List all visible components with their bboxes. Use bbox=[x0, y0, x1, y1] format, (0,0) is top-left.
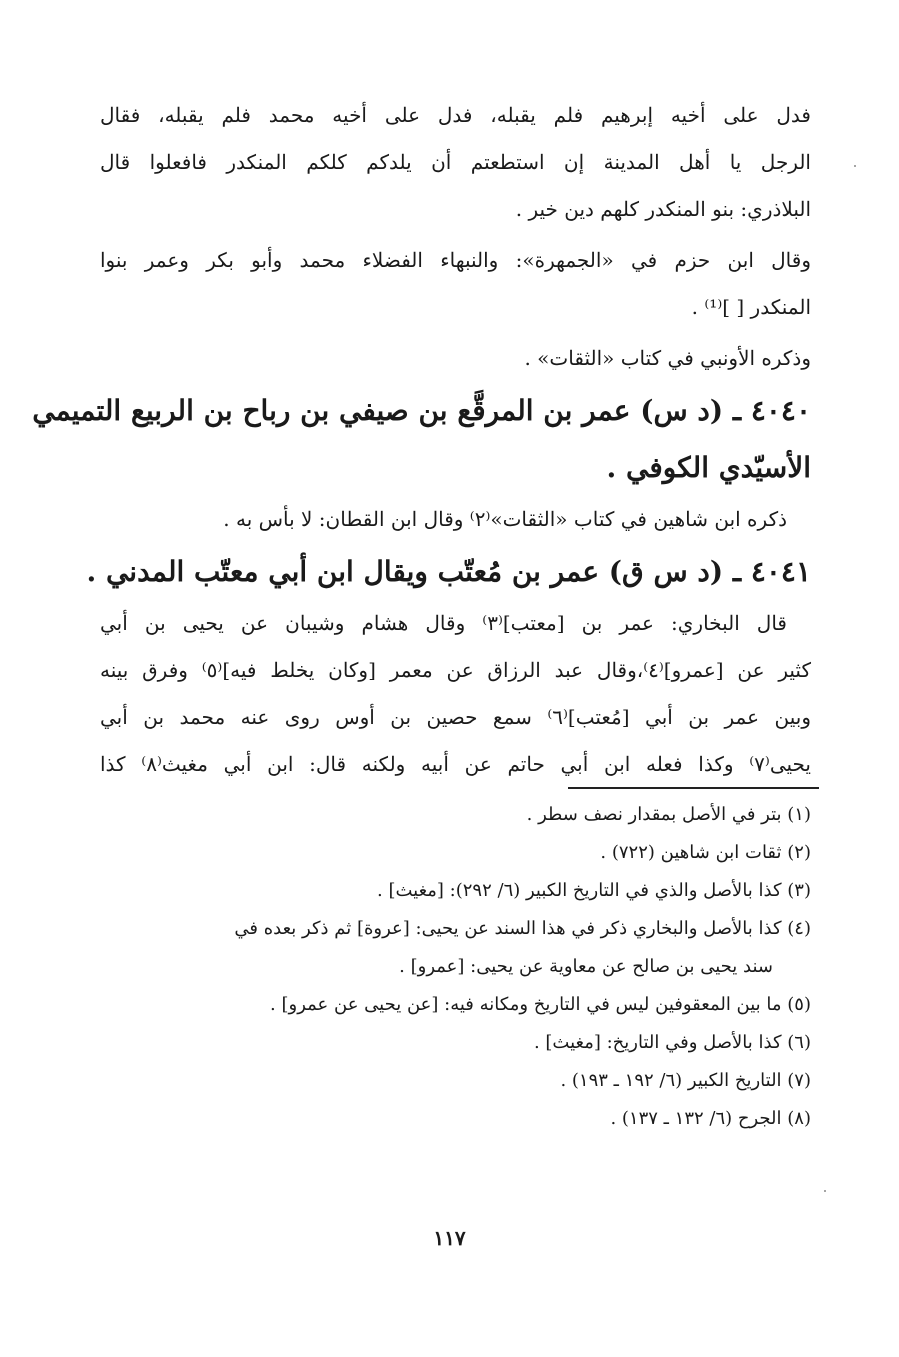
footnote: (٣) كذا بالأصل والذي في التاريخ الكبير (٦/ ٢٩٢): [مغيث] . bbox=[377, 880, 811, 901]
text-line: البلاذري: بنو المنكدر كلهم دين خير . bbox=[515, 197, 811, 221]
footnotes bbox=[110, 796, 811, 1138]
scan-speck bbox=[824, 1190, 826, 1192]
footnote: (٥) ما بين المعقوفين ليس في التاريخ ومكانه فيه: [عن يحيى عن عمرو] . bbox=[270, 994, 811, 1015]
text-line: وذكره الأونبي في كتاب «الثقات» . bbox=[524, 346, 811, 370]
text-line: وبين عمر بن أبي [مُعتب]⁽٦⁾ سمع حصين بن أوس روى عنه محمد بن أبي bbox=[100, 705, 811, 729]
footnote: (٦) كذا بالأصل وفي التاريخ: [مغيث] . bbox=[533, 1032, 811, 1053]
footnote: (٢) ثقات ابن شاهين (٧٢٢) . bbox=[600, 842, 811, 863]
text-line: يحيى⁽٧⁾ وكذا فعله ابن أبي حاتم عن أبيه ولكنه قال: ابن أبي مغيث⁽٨⁾ كذا bbox=[100, 752, 811, 776]
main-text bbox=[32, 92, 811, 788]
text-line: كثير عن [عمرو]⁽٤⁾،وقال عبد الرزاق عن معمر [وكان يخلط فيه]⁽٥⁾ وفرق بينه bbox=[100, 658, 811, 682]
entry-heading-4040: ٤٠٤٠ ـ (د س) عمر بن المرقَّع بن صيفي بن رباح بن الربيع التميمي bbox=[32, 394, 811, 427]
footnote: (٤) كذا بالأصل والبخاري ذكر في هذا السند عن يحيى: [عروة] ثم ذكر بعده في bbox=[234, 918, 811, 939]
entry-heading-4040-cont: الأسيّدي الكوفي . bbox=[606, 451, 811, 484]
text-line: الرجل يا أهل المدينة إن استطعتم أن يلدكم كلكم المنكدر فافعلوا قال bbox=[100, 150, 811, 174]
footnote: (٧) التاريخ الكبير (٦/ ١٩٢ ـ ١٩٣) . bbox=[560, 1070, 811, 1091]
text-line: فدل على أخيه إبرهيم فلم يقبله، فدل على أخيه محمد فلم يقبله، فقال bbox=[100, 103, 811, 127]
scan-speck bbox=[854, 165, 856, 167]
footnote: (١) بتر في الأصل بمقدار نصف سطر . bbox=[526, 804, 811, 825]
footnote-divider bbox=[568, 787, 819, 789]
text-line: المنكدر [ ]⁽¹⁾ . bbox=[691, 295, 811, 319]
footnote: (٨) الجرح (٦/ ١٣٢ ـ ١٣٧) . bbox=[610, 1108, 811, 1129]
entry-heading-4041: ٤٠٤١ ـ (د س ق) عمر بن مُعتّب ويقال ابن أبي معتّب المدني . bbox=[86, 555, 811, 588]
footnote-continuation: سند يحيى بن صالح عن معاوية عن يحيى: [عمرو] . bbox=[399, 956, 773, 977]
text-line: وقال ابن حزم في «الجمهرة»: والنبهاء الفضلاء محمد وأبو بكر وعمر بنوا bbox=[100, 248, 811, 272]
text-line: قال البخاري: عمر بن [معتب]⁽٣⁾ وقال هشام وشيبان عن يحيى بن أبي bbox=[100, 611, 787, 635]
page-number: ١١٧ bbox=[433, 1226, 466, 1250]
text-line: ذكره ابن شاهين في كتاب «الثقات»⁽٢⁾ وقال ابن القطان: لا بأس به . bbox=[223, 507, 787, 531]
